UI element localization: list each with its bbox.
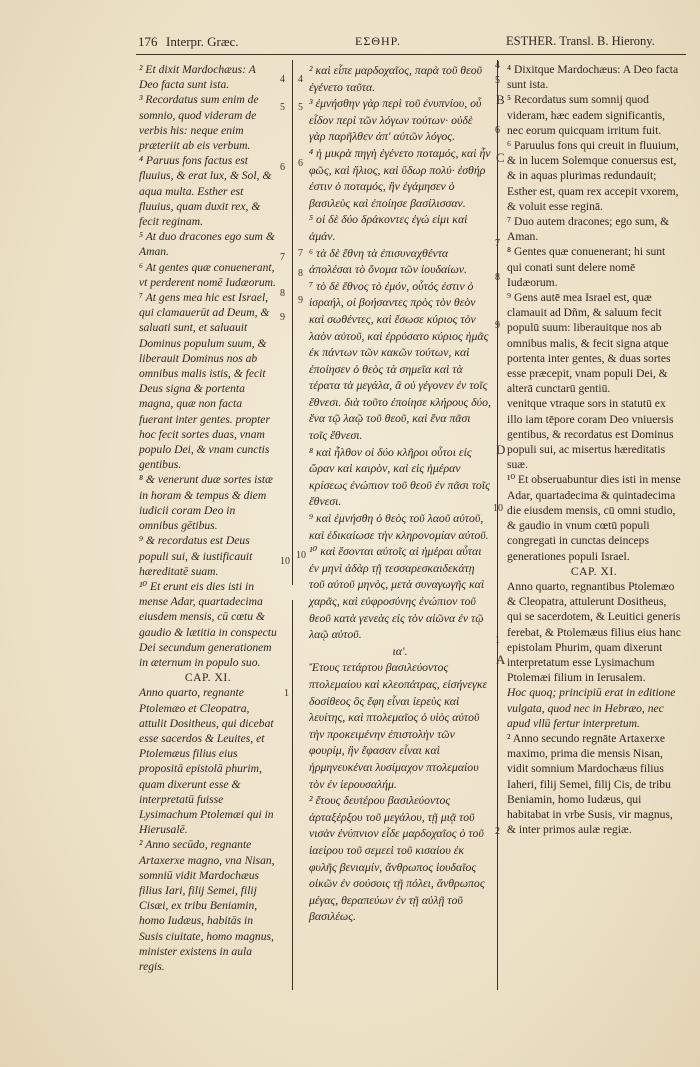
verse: ⁹ Gens autē mea Israel est, quæ clamauit ad Dñm, & saluum fecit populū suum: liberauitque nos ab omnibus malis, & fecit signa atque portenta inter gentes, & duas sortes esse præcepit, vnam populi Dei, & alterā cunctarū gentiū.: [507, 291, 671, 396]
verse: ³ Recordatus sum enim de somnio, quod videram de verbis his: neque enim præteriit ab eis verbum.: [139, 93, 259, 153]
margin-number: 4: [280, 74, 285, 85]
margin-number: 6: [298, 158, 303, 169]
margin-number: 10: [280, 556, 290, 567]
margin-number: 10: [493, 503, 503, 514]
verse: ¹⁰ Et obseruabuntur dies isti in mense Adar, quartadecima & quintadecima die eiusdem mensis, cū omni studio, & gaudio in vnum cœtū populi congregati in cunctas deinceps generationes populi Israel.: [507, 473, 681, 563]
margin-number: 9: [298, 295, 303, 306]
verse: ¹⁰ Et erunt eis dies isti in mense Adar, quartadecima eiusdem mensis, cū cœtu & gaudio & lætitia in conspectu Dei secundum generationem in æternum in populo suo.: [139, 579, 277, 669]
verse: ⁹ & recordatus est Deus populi sui, & iustificauit hæreditatē suam.: [139, 534, 253, 578]
verse: ⁸ Gentes quæ conuenerant; hi sunt qui conati sunt delere nomē Iudæorum.: [507, 245, 666, 289]
verse: ² Anno secūdo, regnante Artaxerxe magno, vna Nisan, somniū vidit Mardochæus filius Iari, filij Semei, filij Cisæi, ex tribu Beniamin, homo Iudæus, habitās in Susis ciuitate, homo magnus, minister existens in aula regis.: [139, 838, 275, 973]
chapter-heading: ια'.: [392, 643, 408, 658]
margin-number: 2: [495, 826, 500, 837]
verse: ² Et dixit Mardochæus: A Deo facta sunt ista.: [139, 63, 256, 92]
margin-number: 1: [284, 688, 289, 699]
verse: ³ ἐμνήσθην γὰρ περὶ τοῦ ἐνυπνίου, οὗ εἶδον περὶ τῶν λόγων τούτων· οὐδὲ γὰρ παρῆλθεν ἀπ' αὐτῶν λόγος.: [309, 96, 482, 144]
chapter-heading: CAP. XI.: [570, 564, 618, 578]
margin-number: 7: [280, 252, 285, 263]
verse: ⁷ τὸ δὲ ἔθνος τὸ ἐμόν, οὗτός ἐστιν ὁ ἰσραήλ, οἱ βοήσαντες πρὸς τὸν θεὸν καὶ σωθέντες, καὶ ἔσωσε κύριος τὸν λαὸν αὐτοῦ, καὶ ἐρρύσατο κύριος ἡμᾶς ἐκ πάντων τῶν κακῶν τούτων, καὶ ἐποίησεν ὁ θεὸς τὰ σημεῖα καὶ τὰ τέρατα τὰ μεγάλα, ἃ οὐ γέγονεν ἐν τοῖς ἔθνεσι. διὰ τοῦτο ἐποίησε κλήρους δύο, ἕνα τῷ λαῷ τοῦ θεοῦ, καὶ ἕνα πᾶσι τοῖς ἔθνεσι.: [309, 278, 491, 443]
verse: ⁵ Recordatus sum somnij quod videram, hæc eadem significantis, nec eorum quicquam irritum fuit.: [507, 93, 666, 137]
margin-number: 5: [495, 75, 500, 86]
header-right: ESTHER. Transl. B. Hierony.: [506, 34, 655, 48]
column-rule-left: [292, 60, 293, 585]
jerome-translation-column: [507, 62, 681, 837]
verse: ⁴ ἡ μικρὰ πηγὴ ἐγένετο ποταμός, καὶ ἦν φῶς, καὶ ἥλιος, καὶ ὕδωρ πολύ· ἐσθήρ ἐστιν ὁ ποταμός, ἣν ἐγάμησεν ὁ βασιλεὺς καὶ ἐποίησε βασίλισσαν.: [309, 145, 491, 210]
chapter-heading: CAP. XI.: [184, 671, 232, 685]
verse: ² Anno secundo regnāte Artaxerxe maximo, prima die mensis Nisan, vidit somnium Mardochæus filius Iaheri, filij Semei, filij Cis, de tribu Beniamin, homo Iudæus, qui habitabat in vrbe Susis, vir magnus, & inter primos aulæ regiæ.: [507, 731, 673, 837]
margin-number: 7: [298, 248, 303, 259]
margin-number: 4: [298, 74, 303, 85]
chapter-opening: Ἔτους τετάρτου βασιλεύοντος πτολεμαίου καὶ κλεοπάτρας, εἰσήνεγκε δοσίθεος ὃς ἔφη εἶναι ἱερεὺς καὶ λευίτης, καὶ πτολεμαῖος ὁ υἱὸς αὐτοῦ τὴν προκειμένην ἐπιστολὴν τῶν φουρίμ, ἣν ἔφασαν εἶναι καὶ ἡρμηνευκέναι λυσίμαχον πτολεμαίου τὸν ἐν ἱερουσαλήμ.: [309, 660, 488, 791]
verse: ⁴ Paruus fons factus est fluuius, & erat lux, & Sol, & aqua multa. Esther est fluuius, quam duxit rex, & fecit reginam.: [139, 154, 272, 229]
margin-number: 5: [280, 102, 285, 113]
header-rule: [136, 54, 686, 55]
verse: ⁷ At gens mea hic est Israel, qui clamauerūt ad Deum, & saluati sunt, et saluauit Dominus populum suum, & liberauit Dominus nos ab omnibus malis istis, & fecit Deus signa & portenta magna, quæ non facta fuerant inter gentes. propter hoc fecit sortes duas, vnam populo Dei, & vnam cunctis gentibus.: [139, 291, 270, 472]
verse: ⁸ καὶ ἦλθον οἱ δύο κλῆροι οὗτοι εἰς ὥραν καὶ καιρὸν, καὶ εἰς ἡμέραν κρίσεως ἐνώπιον τοῦ θεοῦ ἐν πᾶσι τοῖς ἔθνεσι.: [309, 444, 490, 509]
verse: ⁹ καὶ ἐμνήσθη ὁ θεὸς τοῦ λαοῦ αὐτοῦ, καὶ ἐδικαίωσε τὴν κληρονομίαν αὐτοῦ.: [309, 511, 489, 542]
verse: venitque vtraque sors in statutū ex illo iam tēpore coram Deo vniuersis gentibus, & recordatus est Dominus populi sui, ac misertus hæreditatis suæ.: [507, 397, 674, 472]
chapter-opening: Anno quarto, regnantibus Ptolemæo & Cleopatra, attulerunt Dositheus, qui se sacerdotem, & Leuitici generis ferebat, & Ptolemæus filius eius hanc epistolam Phurim, quam dixerunt interpretatum esse Lysimachum Ptolemæi filium in Ierusalem.: [507, 579, 681, 685]
margin-number: 4: [495, 60, 500, 71]
margin-letter: D: [496, 442, 506, 457]
margin-number: 9: [495, 320, 500, 331]
verse: ⁸ & venerunt duæ sortes istæ in horam & tempus & diem iudicii coram Deo in omnibus gētibus.: [139, 473, 273, 533]
margin-number: 7: [495, 238, 500, 249]
margin-number: 5: [298, 102, 303, 113]
margin-number: 10: [296, 550, 306, 561]
column-rule-mid: [497, 60, 498, 990]
margin-number: 6: [495, 125, 500, 136]
greek-text-column: [309, 62, 491, 925]
verse: ⁶ At gentes quæ conuenerant, vt perderent nomē Iudæorum.: [139, 260, 276, 289]
margin-number: 1: [495, 635, 500, 646]
verse: ⁶ Paruulus fons qui creuit in fluuium, & in lucem Solemque conuersus est, & in aquas plurimas redundauit; Esther est, quam rex accepit vxorem, & voluit esse reginā.: [507, 139, 679, 213]
margin-number: 6: [280, 162, 285, 173]
verse: ⁵ At duo dracones ego sum & Aman.: [139, 230, 275, 259]
margin-number: 8: [298, 268, 303, 279]
margin-letter: B: [496, 92, 505, 107]
verse: ⁷ Duo autem dracones; ego sum, & Aman.: [507, 215, 670, 244]
verse: ¹⁰ καὶ ἔσονται αὐτοῖς αἱ ἡμέραι αὗται ἐν μηνὶ ἀδὰρ τῇ τεσσαρεσκαιδεκάτῃ τοῦ αὐτοῦ μηνὸς, μετὰ συναγωγῆς καὶ χαρᾶς, καὶ εὐφροσύνης ἐνώπιον τοῦ θεοῦ κατὰ γενεὰς εἰς τὸν αἰῶνα ἐν τῷ λαῷ αὐτοῦ.: [309, 544, 485, 642]
chapter-opening: Anno quarto, regnante Ptolemæo et Cleopatra, attulit Dositheus, qui dicebat esse sacerdos & Leuites, et Ptolemæus filius eius propositā epistolā phurim, quam dixerunt esse & interpretatū fuisse Lysimachum Ptolemæi qui in Hierusalē.: [139, 686, 274, 837]
header-left: Interpr. Græc.: [166, 34, 239, 49]
folio-number: 176: [138, 34, 158, 49]
verse: ⁵ οἱ δὲ δύο δράκοντες ἐγώ εἰμι καὶ ἀμάν.: [309, 212, 468, 243]
latin-interpretation-column: [139, 62, 277, 974]
margin-number: 9: [280, 312, 285, 323]
column-rule-left-lower: [292, 600, 293, 990]
margin-letter: A: [496, 652, 506, 667]
margin-letter: C: [496, 150, 505, 165]
margin-number: 8: [280, 288, 285, 299]
editorial-note: Hoc quoq; principiū erat in editione vulgata, quod nec in Hebræo, nec apud vllū fertur interpretum.: [507, 686, 676, 730]
verse: ² καὶ εἶπε μαρδοχαῖος, παρὰ τοῦ θεοῦ ἐγένετο ταῦτα.: [309, 63, 483, 94]
verse: ⁶ τὰ δὲ ἔθνη τὰ ἐπισυναχθέντα ἀπολέσαι τὸ ὄνομα τῶν ἰουδαίων.: [309, 245, 467, 277]
running-header: [0, 34, 700, 54]
margin-number: 8: [495, 272, 500, 283]
verse: ² ἔτους δευτέρου βασιλεύοντος ἀρταξέρξου τοῦ μεγάλου, τῇ μιᾷ τοῦ νισὰν ἐνύπνιον εἶδε μαρδοχαῖος ὁ τοῦ ἰαείρου τοῦ σεμεεὶ τοῦ κισαίου ἐκ φυλῆς βενιαμίν, ἄνθρωπος ἰουδαῖος οἰκῶν ἐν σούσοις τῇ πόλει, ἄνθρωπος μέγας, θεραπεύων ἐν τῇ αὐλῇ τοῦ βασιλέως.: [309, 793, 485, 924]
header-middle: ΕΣΘΗΡ.: [355, 34, 402, 48]
verse: ⁴ Dixitque Mardochæus: A Deo facta sunt ista.: [507, 63, 679, 92]
